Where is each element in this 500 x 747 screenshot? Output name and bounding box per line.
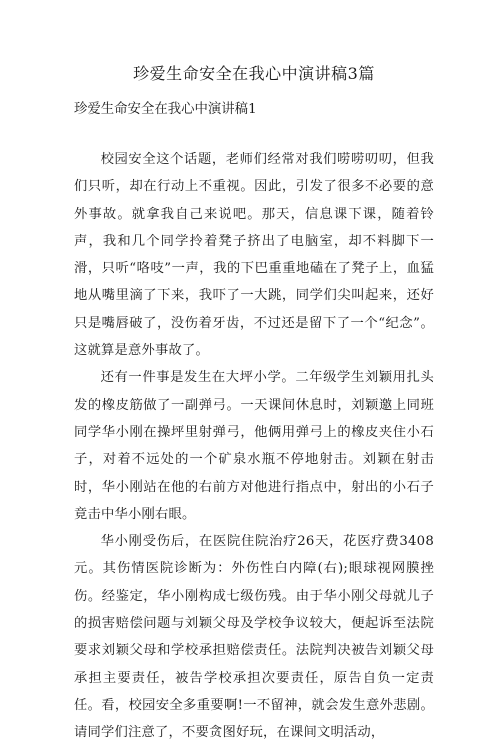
section-heading: 珍爱生命安全在我心中演讲稿1 — [74, 102, 257, 117]
paragraph: 华小刚受伤后，在医院住院治疗26天，花医疗费3408元。其伤情医院诊断为：外伤性白内障(右);眼球视网膜挫伤。经鉴定，华小刚构成七级伤残。由于华小刚父母就儿子的损害赔偿问题与刘颖父母及学校争议较大，便起诉至法院要求刘颖父母和学校承担赔偿责任。法院判决被告刘颖父母承担主要责任，被告学校承担次要责任，原告自负一定责任。看，校园安全多重要啊!一不留神，就会发生意外悲剧。请同学们注意了，不要贪图好玩，在课间文明活动， — [74, 534, 434, 741]
paragraph: 校园安全这个话题，老师们经常对我们唠唠叨叨，但我们只听，却在行动上不重视。因此，引发了很多不必要的意外事故。就拿我自己来说吧。那天，信息课下课，随着铃声，我和几个同学拎着凳子挤出了电脑室，却不料脚下一滑，只听“咯吱”一声，我的下巴重重地磕在了凳子上，血猛地从嘴里滴了下来，我吓了一大跳，同学们尖叫起来，还好只是嘴唇破了，没伤着牙齿，不过还是留下了一个“纪念”。这就算是意外事故了。 — [74, 152, 434, 359]
paragraph: 还有一件事是发生在大坪小学。二年级学生刘颖用扎头发的橡皮筋做了一副弹弓。一天课间休息时，刘颖邀上同班同学华小刚在操坪里射弹弓，他俩用弹弓上的橡皮夹住小石子，对着不远处的一个矿泉水瓶不停地射击。刘颖在射击时，华小刚站在他的右前方对他进行指点中，射出的小石子竟击中华小刚右眼。 — [74, 370, 434, 522]
document-body — [74, 146, 434, 747]
document-title: 珍爱生命安全在我心中演讲稿3篇 — [133, 64, 375, 83]
